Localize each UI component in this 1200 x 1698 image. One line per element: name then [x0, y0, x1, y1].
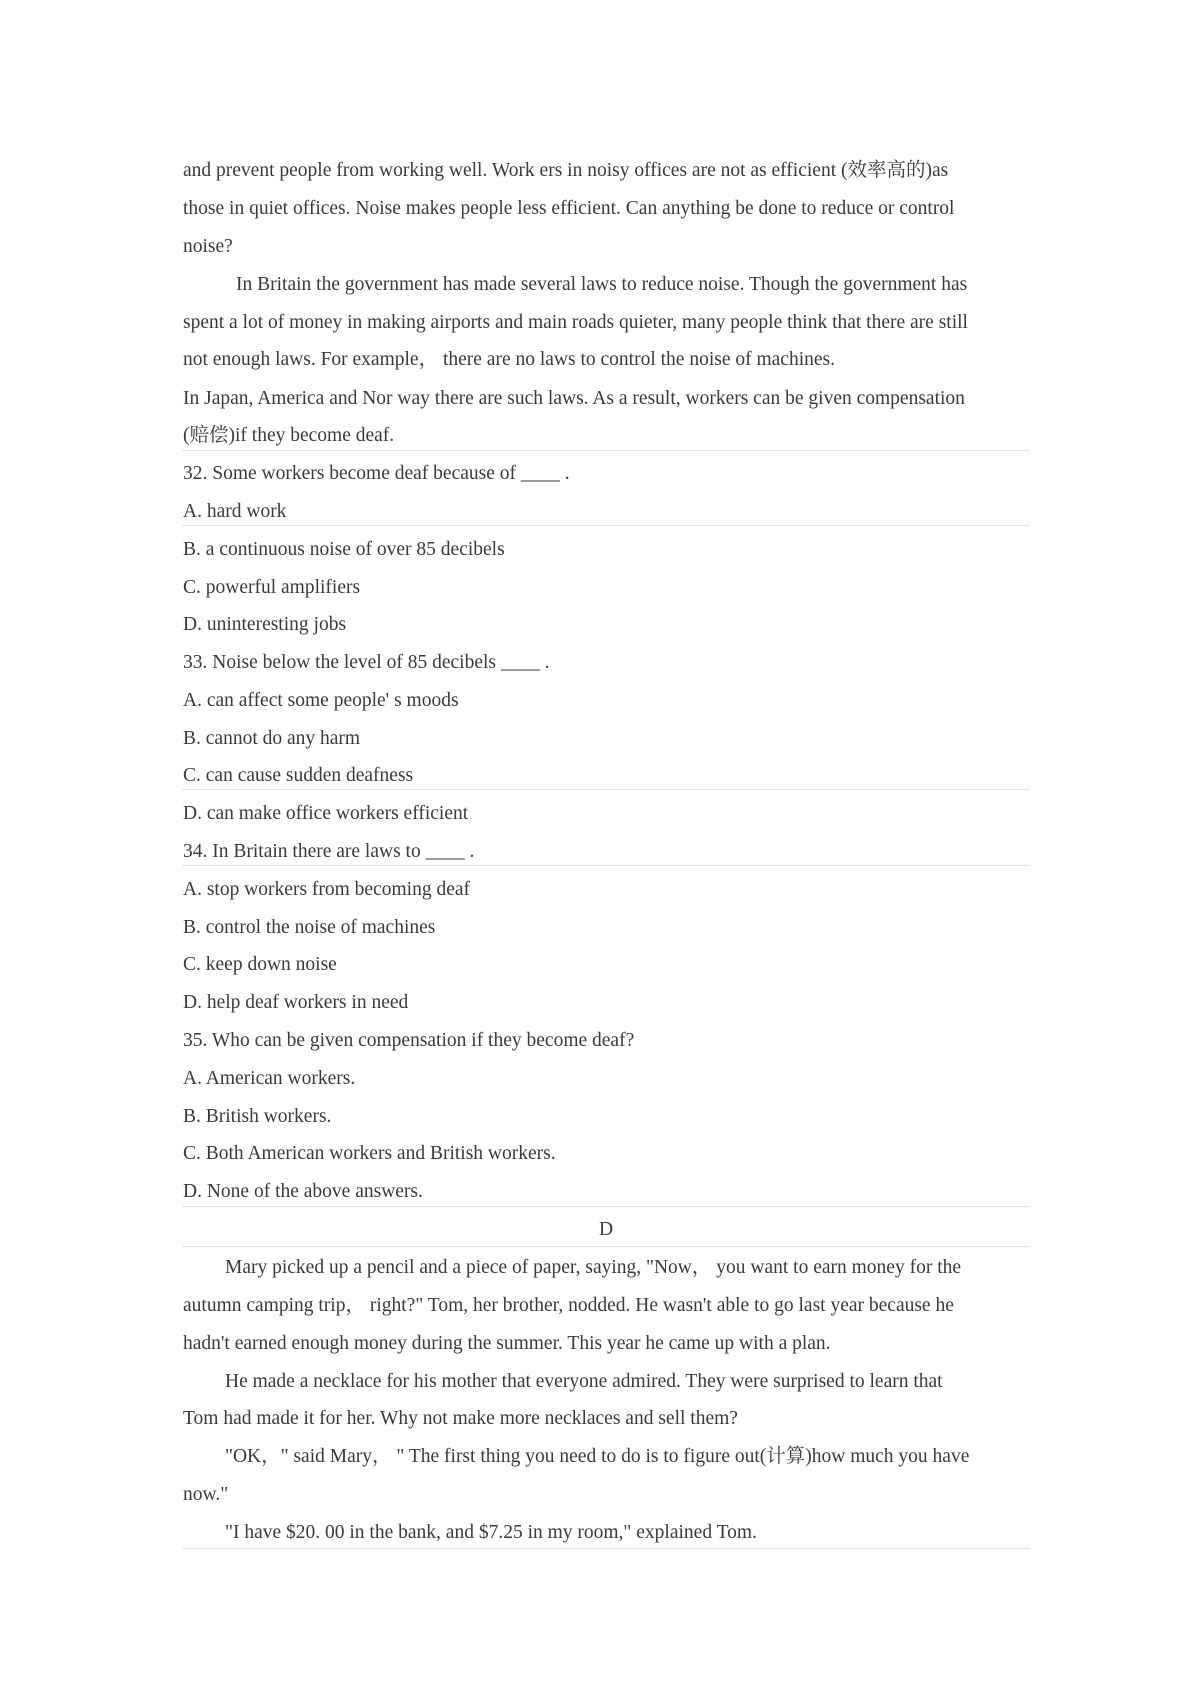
passage-c-p2-line-1: In Britain the government has made several laws to reduce noise. Though the government has	[236, 274, 968, 295]
question-35-option-d: D. None of the above answers.	[183, 1181, 423, 1202]
passage-d-p3-line-1: "OK，" said Mary， " The first thing you need to do is to figure out(计算)how much you have	[225, 1446, 970, 1467]
passage-c-p3-line-2: (赔偿)if they become deaf.	[183, 425, 395, 446]
question-35-option-a: A. American workers.	[183, 1068, 356, 1089]
passage-d-p1-line-3: hadn't earned enough money during the summer. This year he came up with a plan.	[183, 1333, 831, 1354]
dotted-rule	[183, 1246, 1029, 1247]
passage-c-p1-line-3: noise?	[183, 236, 233, 257]
question-33-option-b: B. cannot do any harm	[183, 728, 361, 749]
question-34-option-d: D. help deaf workers in need	[183, 992, 409, 1013]
question-32-stem: 32. Some workers become deaf because of ____ .	[183, 463, 570, 484]
dotted-rule	[183, 525, 1029, 526]
dotted-rule	[183, 450, 1029, 451]
question-34-option-b: B. control the noise of machines	[183, 917, 436, 938]
question-33-option-d: D. can make office workers efficient	[183, 803, 469, 824]
question-35-stem: 35. Who can be given compensation if they become deaf?	[183, 1030, 635, 1051]
passage-d-p4-line-1: "I have $20. 00 in the bank, and $7.25 in my room," explained Tom.	[225, 1522, 757, 1543]
question-32-option-c: C. powerful amplifiers	[183, 577, 361, 598]
passage-c-p1-line-2: those in quiet offices. Noise makes people less efficient. Can anything be done to reduce or control	[183, 198, 955, 219]
passage-d-p2-line-2: Tom had made it for her. Why not make more necklaces and sell them?	[183, 1408, 738, 1429]
question-33-option-a: A. can affect some people' s moods	[183, 690, 459, 711]
question-35-option-b: B. British workers.	[183, 1106, 332, 1127]
passage-d-p2-line-1: He made a necklace for his mother that everyone admired. They were surprised to learn that	[225, 1371, 943, 1392]
passage-d-p3-line-2: now."	[183, 1484, 229, 1505]
question-34-option-a: A. stop workers from becoming deaf	[183, 879, 471, 900]
dotted-rule	[183, 1548, 1029, 1549]
passage-c-p3-line-1: In Japan, America and Nor way there are such laws. As a result, workers can be given compensation	[183, 388, 965, 409]
dotted-rule	[183, 865, 1029, 866]
passage-c-p1-line-1: and prevent people from working well. Work ers in noisy offices are not as efficient (效率高的)as	[183, 160, 949, 181]
question-32-option-b: B. a continuous noise of over 85 decibels	[183, 539, 505, 560]
question-33-option-c: C. can cause sudden deafness	[183, 765, 414, 786]
passage-d-p1-line-2: autumn camping trip， right?" Tom, her brother, nodded. He wasn't able to go last year because he	[183, 1295, 954, 1316]
passage-c-p2-line-2: spent a lot of money in making airports and main roads quieter, many people think that there are still	[183, 312, 968, 333]
question-33-stem: 33. Noise below the level of 85 decibels ____ .	[183, 652, 550, 673]
question-32-option-a: A. hard work	[183, 501, 287, 522]
question-34-stem: 34. In Britain there are laws to ____ .	[183, 841, 475, 862]
passage-d-p1-line-1: Mary picked up a pencil and a piece of paper, saying, "Now， you want to earn money for the	[225, 1257, 962, 1278]
passage-c-p2-line-3: not enough laws. For example， there are no laws to control the noise of machines.	[183, 349, 835, 370]
dotted-rule	[183, 789, 1029, 790]
question-35-option-c: C. Both American workers and British workers.	[183, 1143, 556, 1164]
question-32-option-d: D. uninteresting jobs	[183, 614, 347, 635]
dotted-rule	[183, 1206, 1029, 1207]
question-34-option-c: C. keep down noise	[183, 954, 337, 975]
passage-d-heading: D	[598, 1219, 614, 1240]
